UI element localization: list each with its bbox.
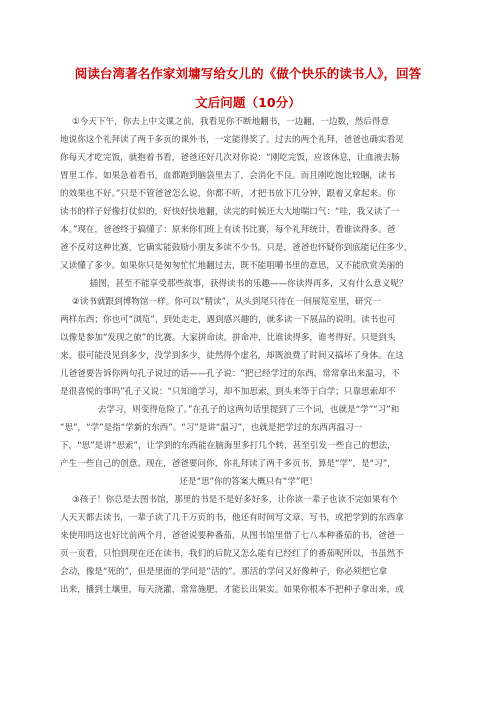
body-line: 插图，甚至不能享受那些故事，获得读书的乐趣——你读得再多，又有什么意义呢？: [89, 279, 408, 289]
body-line: 还是“思”你的答案大概只有“学”吧！: [179, 477, 318, 487]
body-line: 你每天才吃完饭，就抱着书看，爸爸还好几次对你说：“刚吃完饭，应该休息，让血液去肠: [60, 153, 400, 163]
body-line: 爸不反对这种比赛，它确实能鼓励小朋友多读不少书。只是，爸爸也怀疑你到底能记住多少，: [60, 243, 413, 253]
body-line: 页一页看，只怕到现在还在读书，我们的后院又怎么能有已经红了的番茄呢所以，书虽然不: [60, 549, 404, 559]
body-line: 胃里工作。如果急着看书，血都跑到脑袋里去了，会消化不良。而且刚吃饱比较睏，读书: [60, 171, 396, 181]
body-line: 来，很可能没见到多少，没学到多少，徒然得个虚名，却既浪费了时间又搞坏了身体。在这: [60, 351, 404, 361]
body-line: ②读书就跟到博物馆一样。你可以“精读”，从头到尾只待在一间展览室里，研究一: [72, 297, 381, 307]
body-line: 会动，像是“死的”，但是里面的学问是“活的”。那活的学问又好像种子，你必须把它拿: [60, 567, 388, 577]
body-line: 又读懂了多少。如果你只是匆匆忙忙地翻过去，既不能咀嚼书里的意思，又不能欣赏美丽的: [60, 261, 404, 271]
body-line: ①今天下午，你去上中文课之前，我看见你不断地翻书，一边翻，一边数，然后得意: [72, 117, 390, 127]
body-line: 是很喜悦的事吗”孔子又说：“只知道学习，却不加思索，到头来等于白学；只靠思索却不: [60, 387, 396, 397]
body-line: 地说你这个礼拜读了两千多页的课外书，一定能得奖了。过去的两个礼拜，爸爸也确实看见: [60, 135, 404, 145]
body-line: 来使用吗这也好比前两个月，爸爸说要种番茄，从图书馆里借了七八本种番茄的书，爸爸一: [60, 531, 404, 541]
body-line: 两样东西；你也可“浏览”，到处走走，遇到感兴趣的，就多读一下展品的说明。读书也可: [60, 315, 396, 325]
body-line: 去学习，则变得危险了。”在孔子的这两句话里提到了三个词，也就是“学”“习”和: [97, 405, 400, 415]
document-title-line-1: 阅读台湾著名作家刘墉写给女儿的《做个快乐的读书人》，回答: [74, 66, 422, 81]
body-line: “思”，“学”是指“学新的东西”。“习”是讲“温习”，也就是把学过的东西再温习一: [60, 423, 363, 433]
body-line: 的效果也不好。”只是不管爸爸怎么说，你都不听，才把书放下几分钟，跟着又拿起来。你: [60, 189, 396, 199]
body-line: 出来，播到土壤里，每天浇灌，常常施肥，才能长出果实。如果你根本不把种子拿出来，或: [60, 585, 404, 595]
document-title-line-2: 文后问题（10分）: [195, 95, 301, 110]
body-line: 以像是参加“发现之旅”的比赛。大家拼命读，拼命冲，比谁读得多，谁考得好。只是到头: [60, 333, 396, 343]
body-line: 下，“思”是讲“思索”，让学到的东西能在脑海里多打几个转，甚至引发一些自己的想法，: [60, 441, 396, 451]
body-line: ③孩子！你总是去图书馆，那里的书是不是好多好多，让你读一辈子也读不完如果有个: [72, 495, 398, 505]
body-line: 读书的样子好像打仗似的，好快好快地翻，读完的时候还大大地喘口气：“哇，我又读了一: [60, 207, 400, 217]
body-line: 本。”现在，爸爸终于搞懂了：原来你们班上有读书比赛，每个礼拜统计，看谁读得多。爸: [60, 225, 396, 235]
body-line: 儿爸爸要告诉你两句孔子说过的话——孔子说：“把已经学过的东西，常常拿出来温习，不: [60, 369, 400, 379]
body-line: 人天天都去读书，一辈子读了几千万页的书，他还有时间写文章、写书，或把学到的东西拿: [60, 513, 404, 523]
body-line: 产生一些自己的创意。现在，爸爸要问你，你礼拜读了两千多页书，算是“学”，是“习”，: [60, 459, 396, 469]
